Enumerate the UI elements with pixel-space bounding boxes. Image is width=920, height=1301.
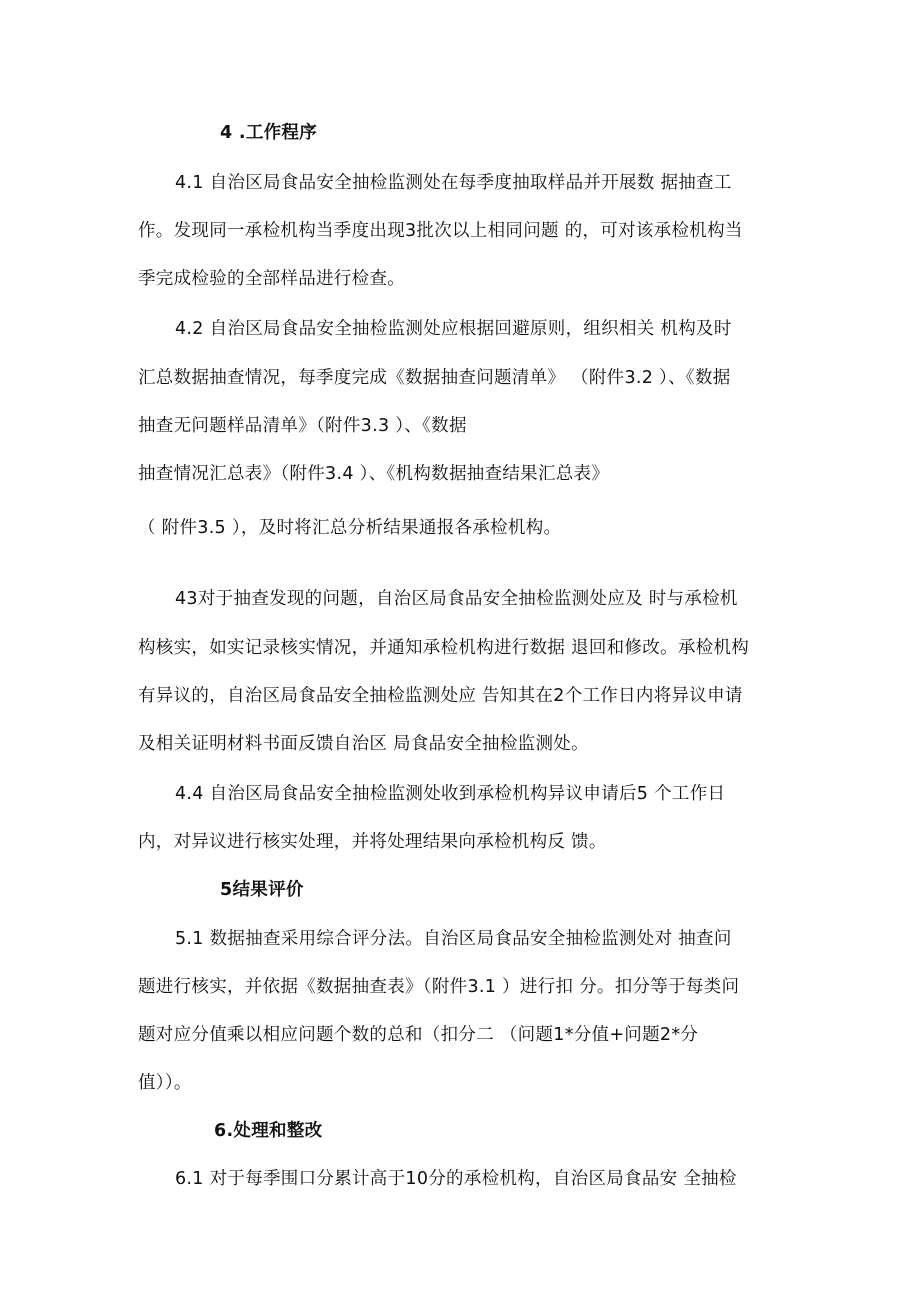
paragraph-line: （ 附件3.5 ），及时将汇总分析结果通报各承检机构。: [138, 518, 562, 538]
paragraph-line: 5.1 数据抽查采用综合评分法。自治区局食品安全抽检监测处对 抽查问: [175, 929, 732, 949]
section-heading: 5结果评价: [220, 880, 304, 900]
paragraph-line: 有异议的，自治区局食品安全抽检监测处应 告知其在2个工作日内将异议申请: [138, 686, 743, 706]
paragraph-line: 题进行核实，并依据《数据抽查表》（附件3.1 ）进行扣 分。扣分等于每类问: [138, 977, 740, 997]
paragraph-line: 4.1 自治区局食品安全抽检监测处在每季度抽取样品并开展数 据抽查工: [175, 173, 732, 193]
paragraph-line: 4.2 自治区局食品安全抽检监测处应根据回避原则，组织相关 机构及时: [175, 319, 732, 339]
paragraph-line: 作。发现同一承检机构当季度出现3批次以上相同问题 的，可对该承检机构当: [138, 221, 743, 241]
paragraph-line: 及相关证明材料书面反馈自治区 局食品安全抽检监测处。: [138, 734, 589, 754]
paragraph-line: 汇总数据抽查情况，每季度完成《数据抽查问题清单》 （附件3.2 ）、《数据: [138, 368, 731, 388]
section-heading: 6.处理和整改: [214, 1121, 323, 1141]
paragraph-line: 43对于抽查发现的问题，自治区局食品安全抽检监测处应及 时与承检机: [175, 589, 738, 609]
paragraph-line: 构核实，如实记录核实情况，并通知承检机构进行数据 退回和修改。承检机构: [138, 638, 750, 658]
paragraph-line: 值））。: [138, 1073, 192, 1093]
paragraph-line: 抽查无问题样品清单》（附件3.3 ）、《数据: [138, 416, 467, 436]
paragraph-line: 内，对异议进行核实处理，并将处理结果向承检机构反 馈。: [138, 832, 607, 852]
paragraph-line: 题对应分值乘以相应问题个数的总和（扣分二 （问题1*分值+问题2*分: [138, 1025, 699, 1045]
section-heading: 4 .工作程序: [220, 123, 318, 143]
paragraph-line: 6.1 对于每季围口分累计高于10分的承检机构，自治区局食品安 全抽检: [175, 1169, 737, 1189]
paragraph-line: 4.4 自治区局食品安全抽检监测处收到承检机构异议申请后5 个工作日: [175, 784, 726, 804]
paragraph-line: 季完成检验的全部样品进行检查。: [138, 269, 405, 289]
paragraph-line: 抽查情况汇总表》（附件3.4 ）、《机构数据抽查结果汇总表》: [138, 464, 610, 484]
